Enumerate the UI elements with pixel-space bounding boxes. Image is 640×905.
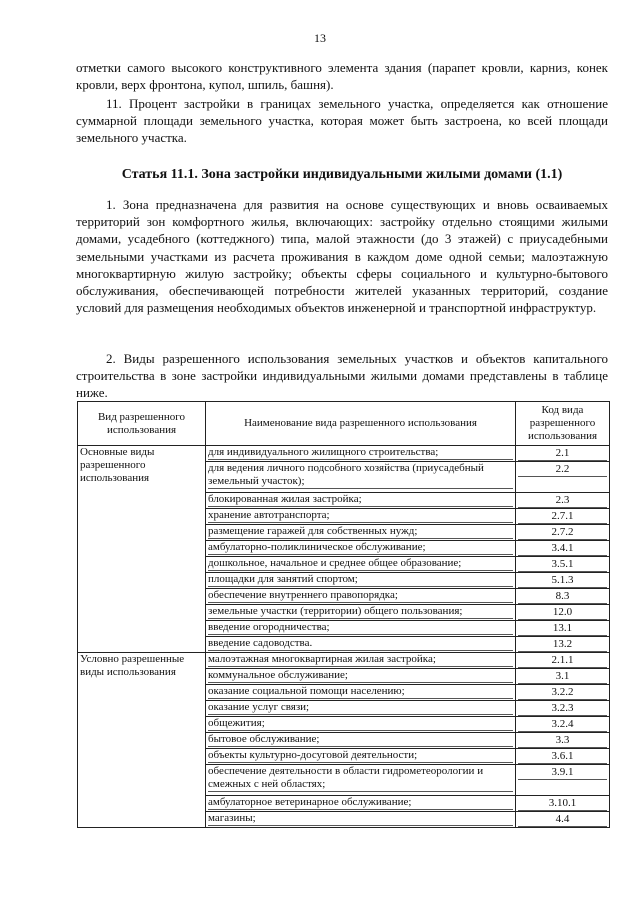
usage-code: 2.7.2: [518, 526, 607, 540]
usage-code: 2.1.1: [518, 654, 607, 668]
usage-name-cell: [206, 733, 516, 749]
usage-name-cell: [206, 796, 516, 812]
usage-name: оказание услуг связи;: [208, 701, 513, 715]
article-heading: Статья 11.1. Зона застройки индивидуальными жилыми домами (1.1): [121, 167, 563, 182]
usage-name: объекты культурно-досуговой деятельности;: [208, 749, 513, 763]
usage-code: 8.3: [518, 590, 607, 604]
usage-code-cell: [516, 589, 610, 605]
paragraph-11: 11. Процент застройки в границах земельного участка, определяется как отношение суммарной площади земельного участка, которая может быть застроена, ко всей площади земельного участка.: [76, 96, 608, 146]
usage-code-cell: [516, 796, 610, 812]
page-number: 13: [314, 31, 326, 45]
usage-code-cell: [516, 557, 610, 573]
table-body: [78, 446, 610, 828]
usage-code: 13.2: [518, 638, 607, 652]
table-row: [78, 446, 610, 462]
usage-code: 3.2.4: [518, 718, 607, 732]
usage-name: размещение гаражей для собственных нужд;: [208, 525, 513, 539]
usage-code-cell: [516, 573, 610, 589]
usage-name-cell: [206, 541, 516, 557]
usage-code: 3.5.1: [518, 558, 607, 572]
usage-code-cell: [516, 621, 610, 637]
usage-code: 5.1.3: [518, 574, 607, 588]
usage-name-cell: [206, 605, 516, 621]
usage-name: малоэтажная многоквартирная жилая застройка;: [208, 653, 513, 667]
group-label: Основные виды разрешенного использования: [78, 446, 206, 653]
usage-code-cell: [516, 509, 610, 525]
usage-code: 3.10.1: [518, 797, 607, 811]
usage-code: 4.4: [518, 813, 607, 827]
paragraph-2: 2. Виды разрешенного использования земельных участков и объектов капитального строительства в зоне застройки индивидуальными жилыми домами представлены в таблице ниже.: [76, 351, 608, 401]
usage-code: 3.2.2: [518, 686, 607, 700]
header-code: Код вида разрешенного использования: [516, 402, 610, 446]
usage-name-cell: [206, 812, 516, 828]
usage-code-cell: [516, 525, 610, 541]
usage-code-cell: [516, 462, 610, 493]
usage-name-cell: [206, 509, 516, 525]
table-header-row: [78, 402, 610, 446]
usage-code-cell: [516, 765, 610, 796]
usage-name: обеспечение деятельности в области гидрометеорологии и смежных с ней областях;: [208, 765, 513, 792]
usage-name: оказание социальной помощи населению;: [208, 685, 513, 699]
usage-code-cell: [516, 637, 610, 653]
usage-name-cell: [206, 637, 516, 653]
usage-name: блокированная жилая застройка;: [208, 493, 513, 507]
usage-code-cell: [516, 446, 610, 462]
usage-code: 3.2.3: [518, 702, 607, 716]
usage-code-cell: [516, 812, 610, 828]
usage-code: 3.4.1: [518, 542, 607, 556]
usage-code: 2.7.1: [518, 510, 607, 524]
usage-code-cell: [516, 669, 610, 685]
usage-name: для ведения личного подсобного хозяйства (приусадебный земельный участок);: [208, 462, 513, 489]
usage-name-cell: [206, 557, 516, 573]
usage-name-cell: [206, 573, 516, 589]
usage-code-cell: [516, 685, 610, 701]
paragraph-intro: отметки самого высокого конструктивного элемента здания (парапет кровли, карниз, конек кровли, верх фронтона, купол, шпиль, башня).: [76, 60, 608, 93]
usage-name: обеспечение внутреннего правопорядка;: [208, 589, 513, 603]
usage-name: коммунальное обслуживание;: [208, 669, 513, 683]
usage-table: [77, 401, 610, 828]
usage-code-cell: [516, 701, 610, 717]
usage-name-cell: [206, 525, 516, 541]
header-type: Вид разрешенного использования: [78, 402, 206, 446]
table-row: [78, 653, 610, 669]
usage-name-cell: [206, 669, 516, 685]
header-name: Наименование вида разрешенного использования: [206, 402, 516, 446]
usage-code: 2.3: [518, 494, 607, 508]
usage-name: бытовое обслуживание;: [208, 733, 513, 747]
usage-code-cell: [516, 749, 610, 765]
usage-code: 3.6.1: [518, 750, 607, 764]
usage-name-cell: [206, 462, 516, 493]
usage-name: площадки для занятий спортом;: [208, 573, 513, 587]
usage-code-cell: [516, 493, 610, 509]
paragraph-1: 1. Зона предназначена для развития на основе существующих и вновь осваиваемых территорий зон комфортного жилья, включающих: застройку отдельно стоящими жилыми домами, усадебного (коттеджного) типа, малой этажности (до 3 этажей) с приусадебными земельными участками из расчета проживания в каждом доме одной семьи; малоэтажную многоквартирную жилую застройку; объекты сферы социального и культурно-бытового обслуживания, обеспечивающей потребности жителей указанных территорий, создание условий для размещения необходимых объектов инженерной и транспортной инфраструктур.: [76, 197, 608, 316]
usage-name: дошкольное, начальное и среднее общее образование;: [208, 557, 513, 571]
usage-name-cell: [206, 446, 516, 462]
usage-name-cell: [206, 765, 516, 796]
usage-code: 13.1: [518, 622, 607, 636]
usage-code: 2.2: [518, 463, 607, 477]
usage-name-cell: [206, 701, 516, 717]
usage-code: 12.0: [518, 606, 607, 620]
usage-name-cell: [206, 685, 516, 701]
usage-name: амбулаторное ветеринарное обслуживание;: [208, 796, 513, 810]
usage-code: 3.1: [518, 670, 607, 684]
usage-name: амбулаторно-поликлиническое обслуживание;: [208, 541, 513, 555]
usage-code-cell: [516, 733, 610, 749]
usage-name: для индивидуального жилищного строительства;: [208, 446, 513, 460]
usage-code: 3.9.1: [518, 766, 607, 780]
usage-name: магазины;: [208, 812, 513, 826]
usage-name-cell: [206, 749, 516, 765]
usage-name: введение садоводства.: [208, 637, 513, 651]
usage-code: 3.3: [518, 734, 607, 748]
usage-name-cell: [206, 717, 516, 733]
group-label: Условно разрешенные виды использования: [78, 653, 206, 828]
usage-name: общежития;: [208, 717, 513, 731]
usage-code: 2.1: [518, 447, 607, 461]
usage-name: введение огородничества;: [208, 621, 513, 635]
usage-name-cell: [206, 621, 516, 637]
usage-name: хранение автотранспорта;: [208, 509, 513, 523]
usage-name-cell: [206, 589, 516, 605]
usage-name-cell: [206, 653, 516, 669]
usage-code-cell: [516, 653, 610, 669]
usage-code-cell: [516, 605, 610, 621]
usage-name: земельные участки (территории) общего пользования;: [208, 605, 513, 619]
usage-code-cell: [516, 717, 610, 733]
usage-name-cell: [206, 493, 516, 509]
usage-code-cell: [516, 541, 610, 557]
